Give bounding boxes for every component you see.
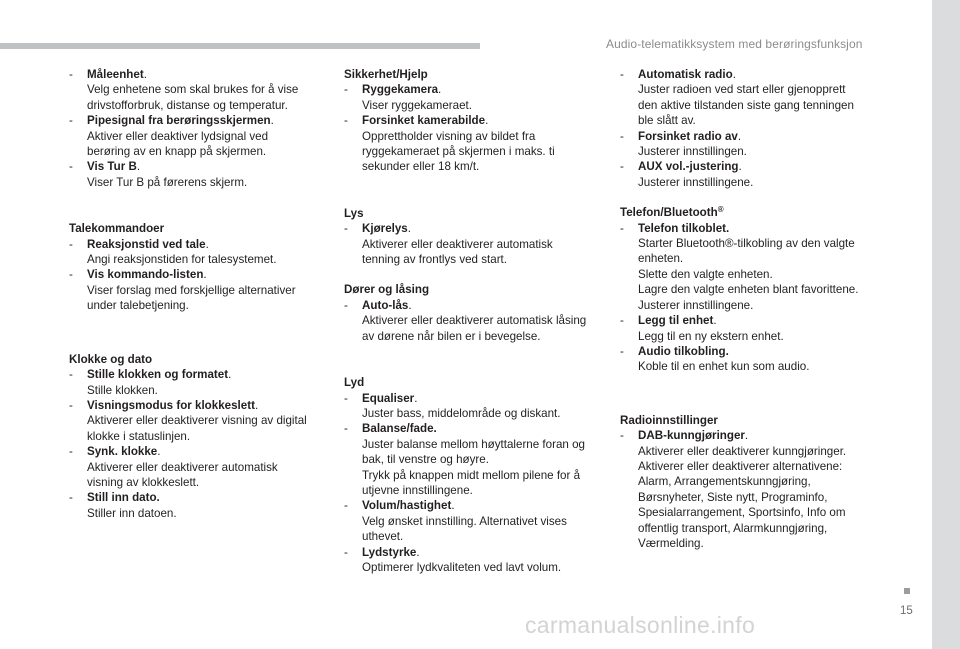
list-item <box>69 67 339 113</box>
bullet-dash: - <box>620 221 624 235</box>
item-name-period: . <box>407 222 411 236</box>
list-item <box>69 367 339 398</box>
sound-settings-list <box>344 391 614 576</box>
item-description-line: Trykk på knappen midt mellom pilene for å <box>362 468 581 482</box>
section-title-phone-text: Telefon/Bluetooth <box>620 206 718 220</box>
item-description-line: klokke i statuslinjen. <box>87 429 191 443</box>
item-description-line: Optimerer lydkvaliteten ved lavt volum. <box>362 560 562 574</box>
item-name-period: . <box>408 298 412 312</box>
section-title-lights: Lys <box>344 206 364 220</box>
registered-mark: ® <box>717 205 724 215</box>
item-description-line: visning av klokkeslett. <box>87 475 200 489</box>
item-name: Equaliser <box>362 391 415 405</box>
item-name-period: . <box>205 237 209 251</box>
item-heading-line <box>362 421 614 436</box>
item-name: DAB-kunngjøringer <box>638 429 745 443</box>
bullet-dash: - <box>620 314 624 328</box>
item-name: Legg til enhet <box>638 314 714 328</box>
item-heading-line <box>87 267 339 282</box>
item-name: Stille klokken og formatet <box>87 368 229 382</box>
item-name: Forsinket kamerabilde <box>362 114 486 128</box>
item-description-line: Koble til en enhet kun som audio. <box>638 360 810 374</box>
bullet-dash: - <box>620 160 624 174</box>
column-middle <box>344 67 614 575</box>
bullet-dash: - <box>344 114 348 128</box>
item-heading-line <box>87 67 339 82</box>
item-description-line: Viser forslag med forskjellige alternativer <box>87 283 296 297</box>
bullet-dash: - <box>69 160 73 174</box>
item-description-line: utjevne innstillingene. <box>362 483 473 497</box>
bullet-dash: - <box>344 298 348 312</box>
list-item <box>69 490 339 521</box>
bullet-dash: - <box>620 344 624 358</box>
display-settings-list <box>69 67 339 190</box>
item-name-period: . <box>732 68 736 81</box>
page-marker-square <box>904 588 910 594</box>
header-rule <box>0 43 480 49</box>
list-item <box>69 113 339 159</box>
item-name-period: . <box>713 314 717 328</box>
item-name-period: . <box>416 545 420 559</box>
item-name-period: . <box>744 429 749 443</box>
item-name: AUX vol.-justering <box>638 160 739 174</box>
item-name: Still inn dato. <box>87 491 160 505</box>
radio-settings-list <box>620 428 890 551</box>
list-item <box>344 545 614 576</box>
item-heading-line <box>362 545 614 560</box>
section-title-doors: Dører og låsing <box>344 283 430 297</box>
bullet-dash: - <box>69 445 73 459</box>
item-description-line: Slette den valgte enheten. <box>638 267 773 281</box>
item-description-line: berøring av en knapp på skjermen. <box>87 145 267 159</box>
radio-intro-list <box>620 67 890 190</box>
item-name: Telefon tilkoblet. <box>638 221 730 235</box>
item-name-period: . <box>414 391 418 405</box>
phone-settings-list <box>620 221 890 375</box>
bullet-dash: - <box>344 83 348 97</box>
section-title-phone <box>620 205 890 220</box>
item-description-line: Juster radioen ved start eller gjenopprett <box>638 83 846 97</box>
item-name: Vis Tur B <box>87 160 137 174</box>
list-item <box>620 67 890 129</box>
item-name-period: . <box>270 114 274 128</box>
item-name: Reaksjonstid ved tale <box>87 237 206 251</box>
item-heading-line <box>87 159 339 174</box>
item-description-line: Angi reaksjonstiden for talesystemet. <box>87 253 277 267</box>
item-name-period: . <box>254 398 259 412</box>
item-name: Måleenhet <box>87 68 144 81</box>
bullet-dash: - <box>620 129 624 143</box>
voice-settings-list <box>69 237 339 314</box>
item-heading-line <box>362 82 614 97</box>
item-description-line: tenning av frontlys ved start. <box>362 253 507 267</box>
bullet-dash: - <box>69 237 73 251</box>
clock-settings-list <box>69 367 339 521</box>
item-description-line: Justerer innstillingen. <box>638 145 747 159</box>
item-description-line: Spesialarrangement, Sportsinfo, Info om <box>638 506 846 520</box>
item-description-line: offentlig transport, Alarmkunngjøring, <box>638 521 828 535</box>
page-edge-strip <box>932 0 960 649</box>
list-item <box>344 298 614 344</box>
item-name: Kjørelys <box>362 222 408 236</box>
item-description-line: ryggekameraet på skjermen i maks. ti <box>362 145 555 159</box>
list-item <box>620 313 890 344</box>
list-item <box>69 237 339 268</box>
item-description-line: Aktiverer eller deaktiverer automatisk låsing <box>362 314 587 328</box>
item-heading-line <box>362 113 614 128</box>
item-heading-line <box>638 159 890 174</box>
item-heading-line <box>638 221 890 236</box>
item-description-line: Viser ryggekameraet. <box>362 98 472 112</box>
item-name: Balanse/fade. <box>362 422 437 436</box>
item-description-line: under talebetjening. <box>87 299 189 313</box>
item-description-line: Aktiverer eller deaktiverer automatisk <box>362 237 553 251</box>
item-name: Ryggekamera <box>362 83 439 97</box>
page-header-title: Audio-telematikksystem med berøringsfunksjon <box>606 37 863 51</box>
column-left <box>69 67 339 521</box>
section-title-clock: Klokke og dato <box>69 352 153 366</box>
item-description-line: Lagre den valgte enheten blant favorittene. <box>638 283 859 297</box>
item-name: Visningsmodus for klokkeslett <box>87 398 255 412</box>
item-description-line: Starter Bluetooth®-tilkobling av den valgte <box>638 237 855 251</box>
bullet-dash: - <box>344 499 348 513</box>
list-item <box>620 344 890 375</box>
bullet-dash: - <box>69 398 73 412</box>
item-heading-line <box>362 498 614 513</box>
list-item <box>620 428 890 551</box>
list-item <box>620 159 890 190</box>
item-heading-line <box>362 298 614 313</box>
item-description-line: Juster bass, middelområde og diskant. <box>362 406 561 420</box>
bullet-dash: - <box>69 114 73 128</box>
item-name: Synk. klokke <box>87 445 158 459</box>
item-description-line: Velg ønsket innstilling. Alternativet vises <box>362 514 567 528</box>
item-description-line: enheten. <box>638 252 684 266</box>
watermark: carmanualsonline.info <box>525 612 756 638</box>
item-name: Forsinket radio av <box>638 129 738 143</box>
list-item <box>620 221 890 313</box>
item-description-line: bak, til venstre og høyre. <box>362 453 489 467</box>
item-description-line: ble slått av. <box>638 114 696 128</box>
item-name-period: . <box>228 368 232 382</box>
bullet-dash: - <box>620 429 624 443</box>
item-heading-line <box>87 444 339 459</box>
section-title-radio: Radioinnstillinger <box>620 413 718 427</box>
doors-settings-list <box>344 298 614 344</box>
list-item <box>344 498 614 544</box>
item-heading-line <box>638 428 890 443</box>
item-description-line: Aktiverer eller deaktiverer kunngjøringer. <box>638 444 847 458</box>
item-heading-line <box>638 67 890 82</box>
column-right <box>620 67 890 551</box>
item-heading-line <box>87 490 339 505</box>
item-heading-line <box>87 367 339 382</box>
item-name-period: . <box>737 129 742 143</box>
list-item <box>69 398 339 444</box>
item-description-line: Aktiverer eller deaktiverer automatisk <box>87 460 278 474</box>
item-description-line: Legg til en ny ekstern enhet. <box>638 329 784 343</box>
item-name-period: . <box>136 160 141 174</box>
item-description-line: Stiller inn datoen. <box>87 506 177 520</box>
list-item <box>344 221 614 267</box>
item-heading-line <box>87 398 339 413</box>
bullet-dash: - <box>344 391 348 405</box>
section-title-sound: Lyd <box>344 376 365 390</box>
list-item <box>69 159 339 190</box>
item-description-line: Aktiverer eller deaktiverer visning av digital <box>87 414 307 428</box>
item-name: Volum/hastighet <box>362 499 452 513</box>
page-number: 15 <box>900 605 913 617</box>
item-heading-line <box>362 221 614 236</box>
bullet-dash: - <box>69 268 73 282</box>
bullet-dash: - <box>69 368 73 382</box>
item-name-period: . <box>157 445 161 459</box>
item-name-period: . <box>485 114 489 128</box>
item-description-line: Børsnyheter, Siste nytt, Programinfo, <box>638 490 828 504</box>
bullet-dash: - <box>620 68 624 81</box>
item-name-period: . <box>203 268 207 282</box>
item-name: Automatisk radio <box>638 68 733 81</box>
list-item <box>344 113 614 175</box>
item-name: Pipesignal fra berøringsskjermen <box>87 114 271 128</box>
item-name-period: . <box>738 160 742 174</box>
bullet-dash: - <box>69 491 73 505</box>
list-item <box>69 267 339 313</box>
item-description-line: Viser Tur B på førerens skjerm. <box>87 175 248 189</box>
item-description-line: av dørene når bilen er i bevegelse. <box>362 329 541 343</box>
item-description-line: Velg enhetene som skal brukes for å vise <box>87 83 299 97</box>
item-heading-line <box>638 344 890 359</box>
item-description-line: Aktiverer eller deaktiverer alternativene: <box>638 459 843 473</box>
bullet-dash: - <box>69 68 73 81</box>
bullet-dash: - <box>344 422 348 436</box>
item-name: Audio tilkobling. <box>638 344 729 358</box>
item-description-line: Justerer innstillingene. <box>638 298 754 312</box>
list-item <box>620 129 890 160</box>
item-description-line: Stille klokken. <box>87 383 158 397</box>
list-item <box>344 82 614 113</box>
item-name: Auto-lås <box>362 298 409 312</box>
list-item <box>344 391 614 422</box>
item-heading-line <box>87 237 339 252</box>
section-title-voice: Talekommandoer <box>69 222 165 236</box>
item-description-line: Opprettholder visning av bildet fra <box>362 129 536 143</box>
item-description-line: Værmelding. <box>638 536 704 550</box>
list-item <box>69 444 339 490</box>
item-description-line: den aktive tilstanden siste gang tenningen <box>638 98 854 112</box>
item-description-line: Alarm, Arrangementskunngjøring, <box>638 475 811 489</box>
lights-settings-list <box>344 221 614 267</box>
item-name-period: . <box>451 499 455 513</box>
item-description-line: Juster balanse mellom høyttalerne foran og <box>362 437 585 451</box>
item-description-line: drivstofforbruk, distanse og temperatur. <box>87 98 288 112</box>
item-heading-line <box>87 113 339 128</box>
bullet-dash: - <box>344 545 348 559</box>
safety-settings-list <box>344 82 614 174</box>
item-name: Vis kommando-listen <box>87 268 204 282</box>
item-name: Lydstyrke <box>362 545 417 559</box>
item-description-line: Aktiver eller deaktiver lydsignal ved <box>87 129 269 143</box>
item-description-line: uthevet. <box>362 530 404 544</box>
item-heading-line <box>638 313 890 328</box>
item-description-line: Justerer innstillingene. <box>638 175 754 189</box>
section-title-safety: Sikkerhet/Hjelp <box>344 68 428 81</box>
item-heading-line <box>638 129 890 144</box>
item-name-period: . <box>438 83 442 97</box>
item-heading-line <box>362 391 614 406</box>
item-description-line: sekunder eller 18 km/t. <box>362 160 480 174</box>
list-item <box>344 421 614 498</box>
bullet-dash: - <box>344 222 348 236</box>
item-name-period: . <box>143 68 147 81</box>
